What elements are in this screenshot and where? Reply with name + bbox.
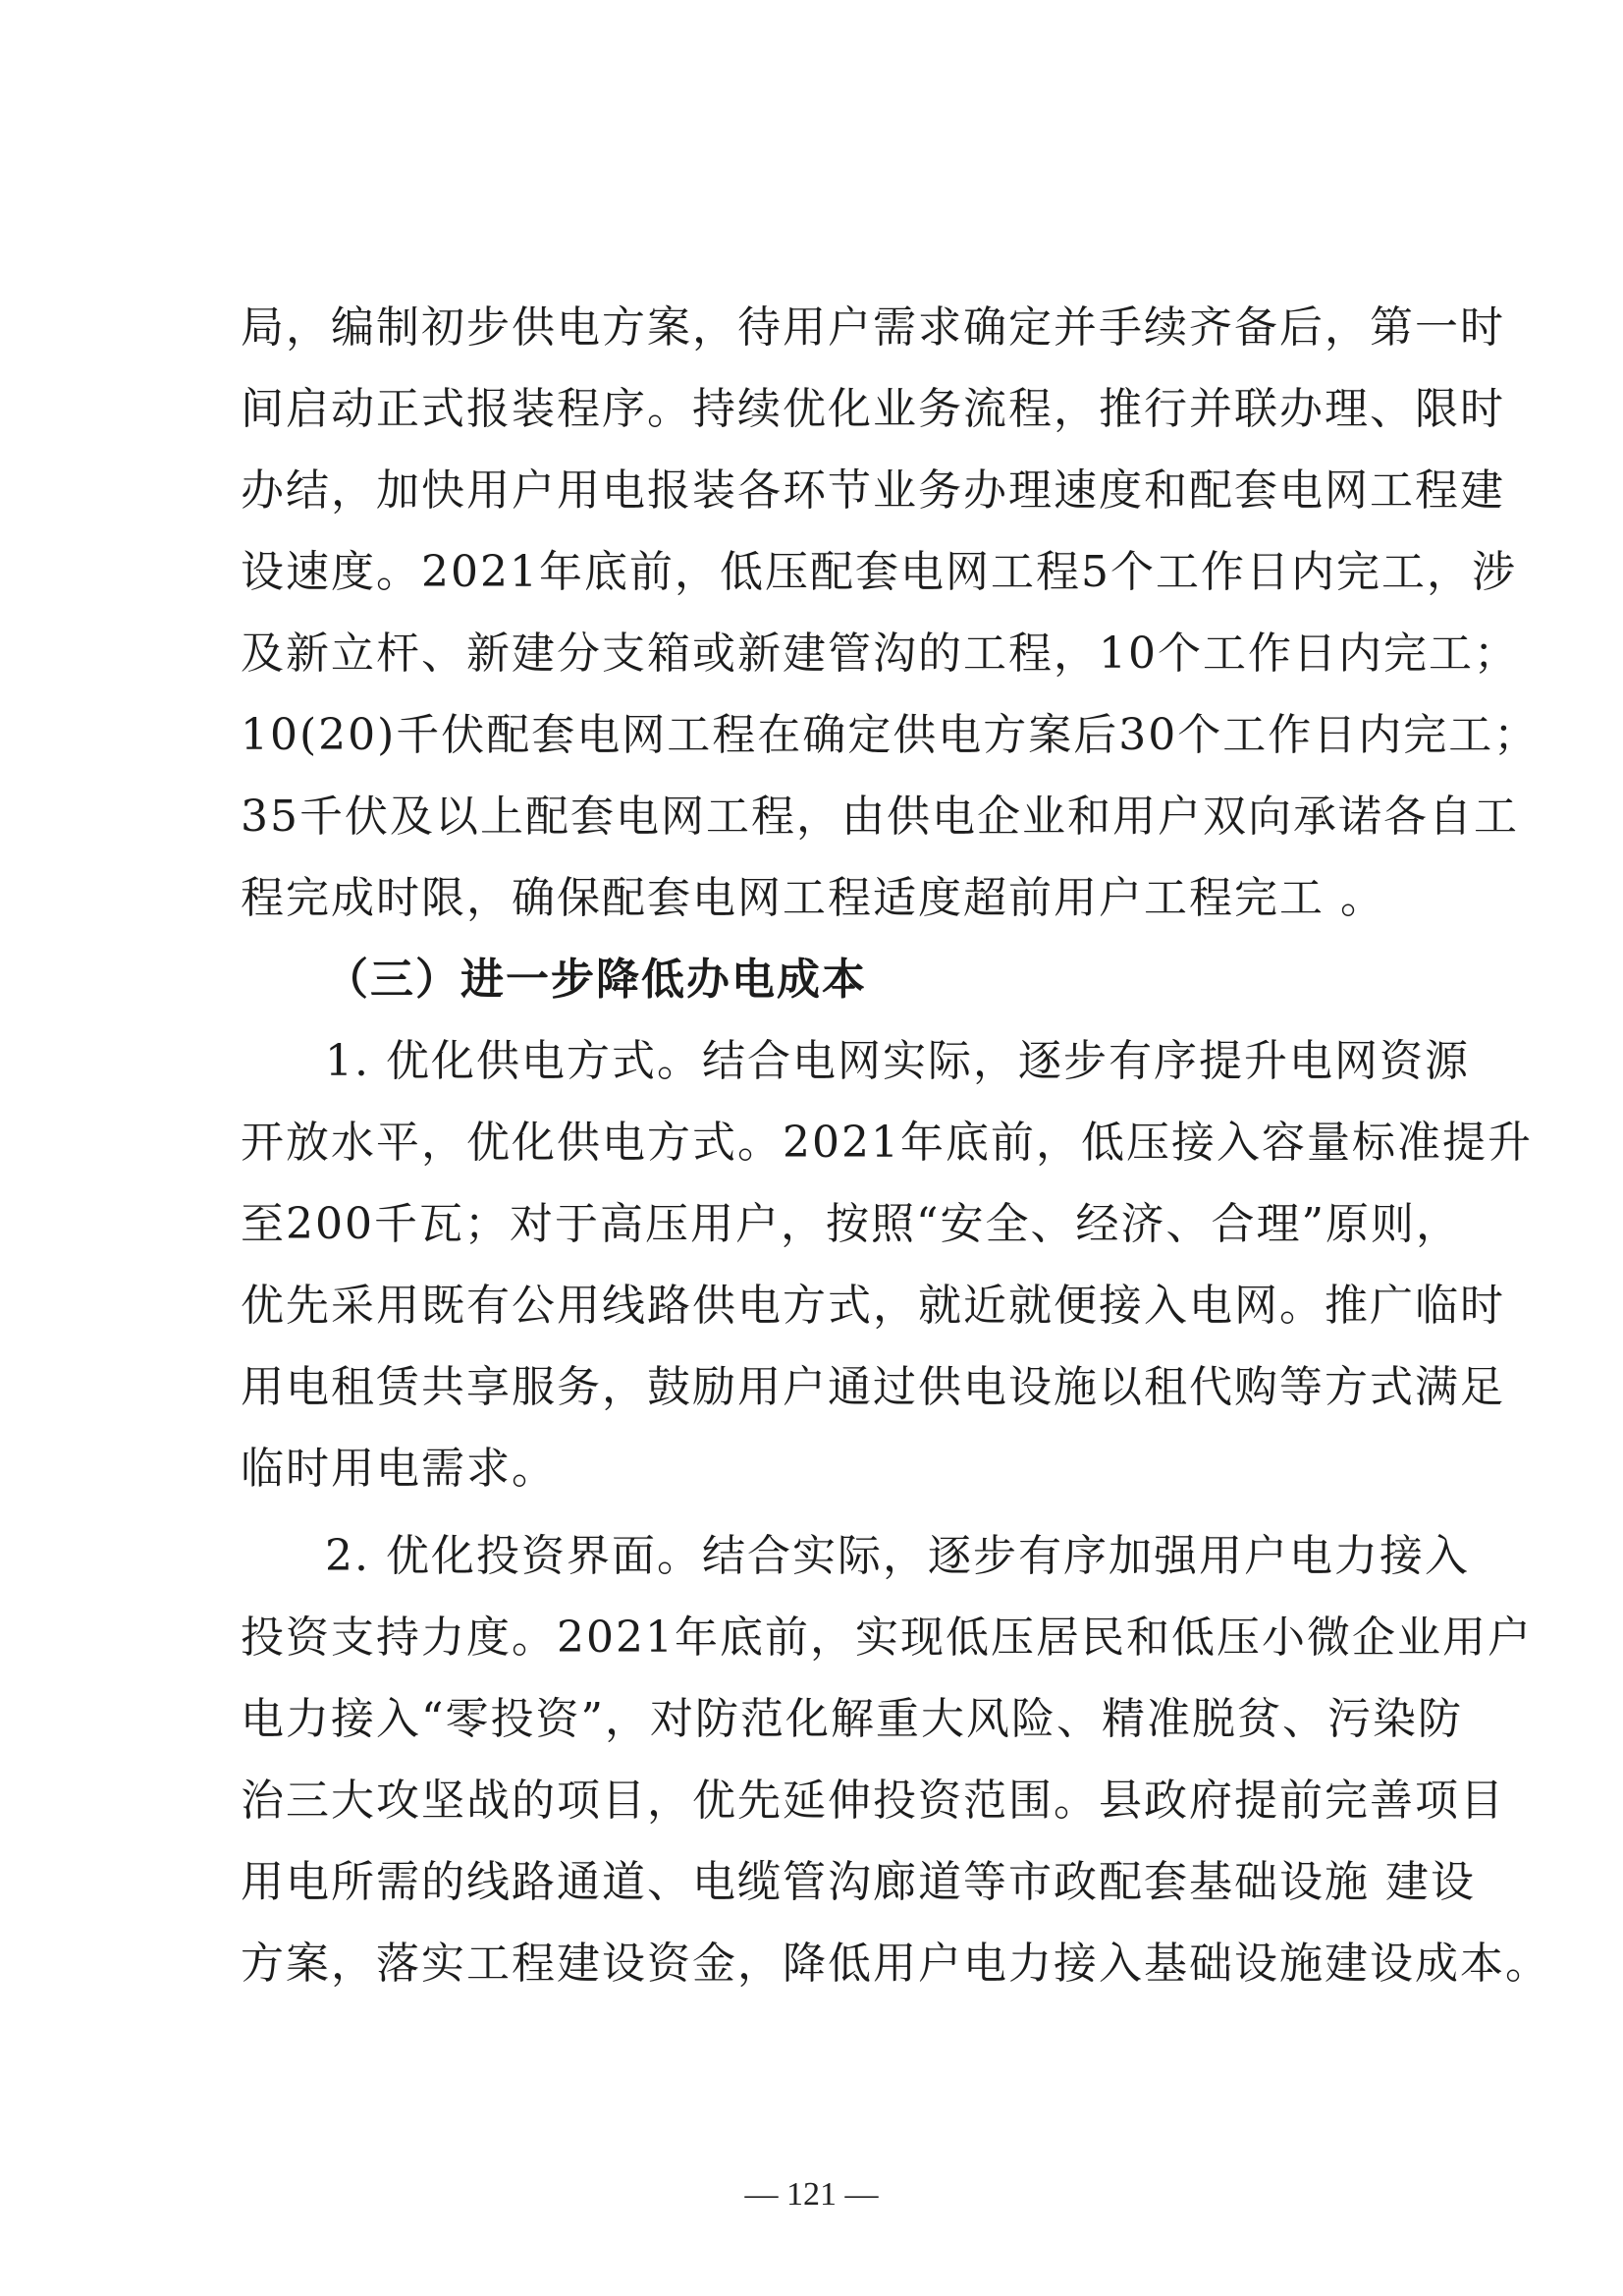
text-line: 至200千瓦；对于高压用户，按照“安全、经济、合理”原则， bbox=[241, 1199, 1461, 1249]
text-line: 优先采用既有公用线路供电方式，就近就便接入电网。推广临时 bbox=[241, 1281, 1505, 1331]
text-line: 方案，落实工程建设资金，降低用户电力接入基础设施建设成本。 bbox=[241, 1939, 1550, 1989]
text-line: 投资支持力度。2021年底前，实现低压居民和低压小微企业用户 bbox=[241, 1613, 1533, 1663]
page-number: — 121 — bbox=[744, 2176, 879, 2213]
text-line: 35千伏及以上配套电网工程，由供电企业和用户双向承诺各自工 bbox=[241, 792, 1519, 842]
text-line: 局，编制初步供电方案，待用户需求确定并手续齐备后，第一时 bbox=[241, 302, 1505, 353]
text-line: 10(20)千伏配套电网工程在确定供电方案后30个工作日内完工； bbox=[241, 710, 1540, 760]
text-line: 办结，加快用户用电报装各环节业务办理速度和配套电网工程建 bbox=[241, 465, 1505, 516]
text-line: 间启动正式报装程序。持续优化业务流程，推行并联办理、限时 bbox=[241, 384, 1505, 434]
text-line: 程完成时限，确保配套电网工程适度超前用户工程完工 。 bbox=[241, 873, 1385, 923]
text-line: 电力接入“零投资”，对防范化解重大风险、精准脱贫、污染防 bbox=[241, 1694, 1463, 1744]
body-text bbox=[241, 287, 1550, 2004]
text-line: 开放水平，优化供电方式。2021年底前，低压接入容量标准提升 bbox=[241, 1118, 1533, 1168]
text-line: 用电租赁共享服务，鼓励用户通过供电设施以租代购等方式满足 bbox=[241, 1362, 1505, 1412]
section-heading: （三）进一步降低办电成本 bbox=[325, 955, 867, 1005]
text-line: 1. 优化供电方式。结合电网实际，逐步有序提升电网资源 bbox=[325, 1036, 1470, 1086]
text-line: 及新立杆、新建分支箱或新建管沟的工程，10个工作日内完工； bbox=[241, 629, 1519, 679]
text-line: 临时用电需求。 bbox=[241, 1444, 557, 1494]
text-line: 治三大攻坚战的项目，优先延伸投资范围。县政府提前完善项目 bbox=[241, 1776, 1505, 1826]
text-line: 2. 优化投资界面。结合实际，逐步有序加强用户电力接入 bbox=[325, 1531, 1470, 1581]
text-line: 用电所需的线路通道、电缆管沟廊道等市政配套基础设施 建设 bbox=[241, 1857, 1476, 1907]
text-line: 设速度。2021年底前，低压配套电网工程5个工作日内完工，涉 bbox=[241, 547, 1517, 597]
